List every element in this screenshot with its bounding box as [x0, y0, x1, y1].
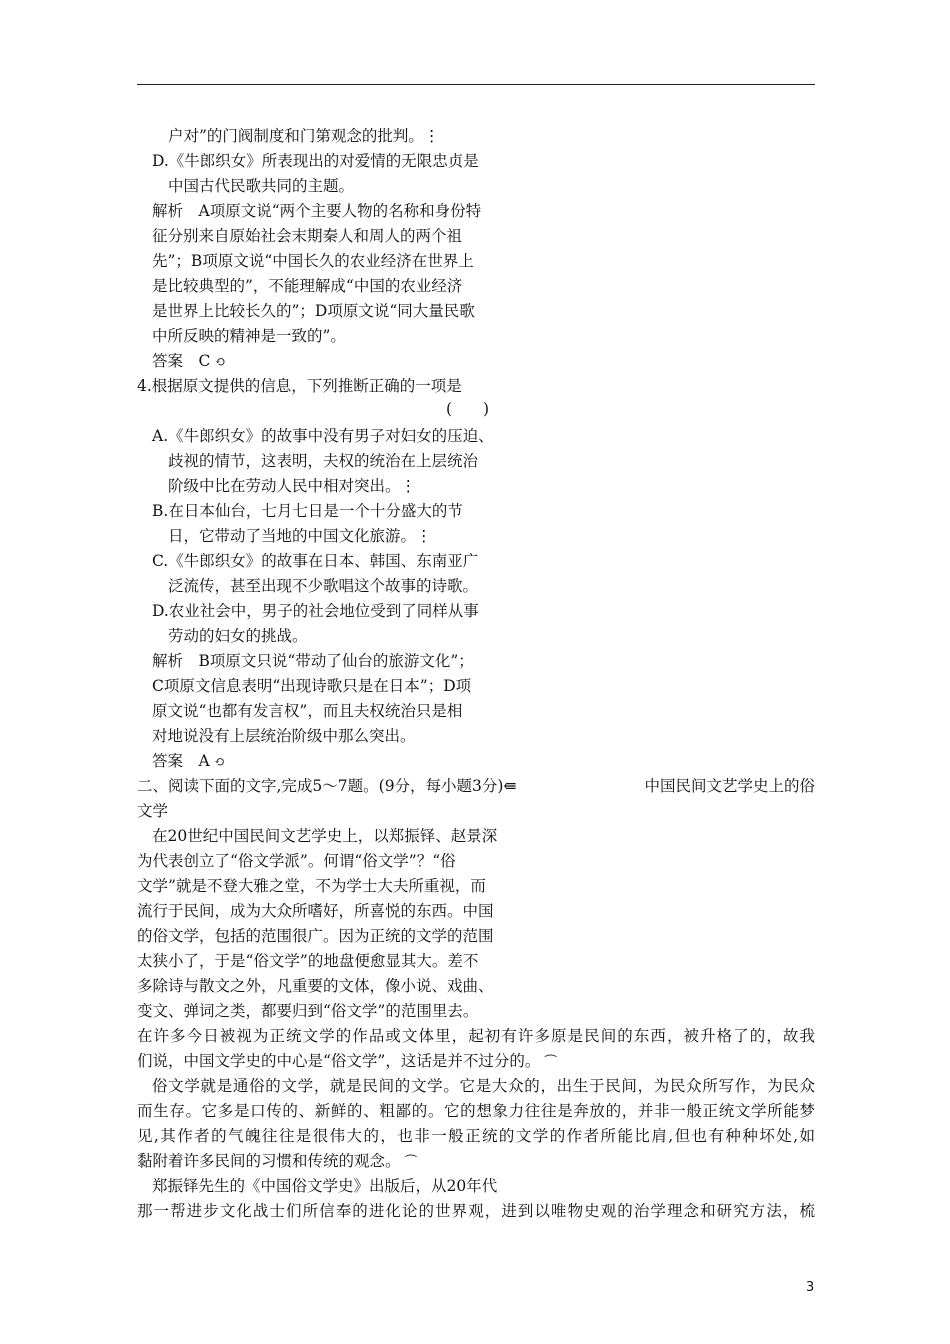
- header-rule: [137, 84, 815, 85]
- q4-analysis-line1: 解析 B项原文只说“带动了仙台的旅游文化”；: [152, 652, 474, 670]
- q4-option-c-line2: 泛流传，甚至出现不少歌唱这个故事的诗歌。: [168, 577, 479, 595]
- q4-option-c-line1: C.《牛郎织女》的故事在日本、韩国、东南亚广: [152, 552, 479, 570]
- q3-option-d-line1: D.《牛郎织女》所表现出的对爱情的无限忠贞是: [152, 152, 479, 170]
- q4-stem: 4.根据原文提供的信息，下列推断正确的一项是: [137, 377, 462, 395]
- passage-p1-line4: 流行于民间，成为大众所嗜好，所喜悦的东西。中国: [137, 902, 494, 920]
- q3-analysis-line5: 是世界上比较长久的”；D项原文说“同大量民歌: [152, 302, 475, 320]
- passage-p2-line4-text: 黏附着许多民间的习惯和传统的观念。: [137, 1152, 401, 1170]
- passage-p1-line2: 为代表创立了“俗文学派”。何谓“俗文学”？“俗: [137, 852, 456, 870]
- q3-analysis-line4: 是比较典型的”，不能理解成“中国的农业经济: [152, 277, 463, 295]
- passage-p1-line9: 在许多今日被视为正统文学的作品或文体里，起初有许多原是民间的东西，被升格了的，故我: [137, 1027, 815, 1045]
- passage-p1-line5: 的俗文学，包括的范围很广。因为正统的文学的范围: [137, 927, 494, 945]
- q3-option-d-line2: 中国古代民歌共同的主题。: [168, 177, 355, 195]
- q3-analysis-line3: 先”；B项原文说“中国长久的农业经济在世界上: [152, 252, 474, 270]
- q4-option-a-line2: 歧视的情节，这表明，夫权的统治在上层统治: [168, 452, 479, 470]
- q4-option-b-line2: 日，它带动了当地的中国文化旅游。⋮: [168, 527, 432, 545]
- q4-option-a-line1: A.《牛郎织女》的故事中没有男子对妇女的压迫、: [152, 427, 494, 445]
- page-number: 3: [806, 1280, 815, 1295]
- q4-option-d-line2: 劳动的妇女的挑战。: [168, 627, 308, 645]
- passage-p1-line3: 文学”就是不登大雅之堂，不为学士大夫所重视，而: [137, 877, 486, 895]
- q4-analysis-line4: 对地说没有上层统治阶级中那么突出。: [152, 727, 416, 745]
- paragraph-mark-icon: ⏜: [404, 1155, 418, 1170]
- q3-answer-text: 答案 C: [152, 352, 211, 370]
- passage-p2-line2: 而生存。它多是口传的、新鲜的、粗鄙的。它的想象力往往是奔放的，并非一般正统文学所能梦: [137, 1102, 815, 1120]
- q4-answer-blank: ( ): [446, 400, 490, 418]
- q4-answer: [152, 750, 225, 774]
- passage-p3-line2: 那一帮进步文化战士们所信奉的进化论的世界观，进到以唯物史观的治学理念和研究方法，梳: [137, 1202, 815, 1220]
- q3-analysis-line1: 解析 A项原文说“两个主要人物的名称和身份特: [152, 202, 482, 220]
- q3-analysis-line6: 中所反映的精神是一致的”。: [152, 327, 346, 345]
- q4-option-d-line1: D.农业社会中，男子的社会地位受到了同样从事: [152, 602, 479, 620]
- passage-p1-line10-text: 们说，中国文学史的中心是“俗文学”，这话是并不过分的。: [137, 1052, 541, 1070]
- q4-option-b-line1: B.在日本仙台，七月七日是一个十分盛大的节: [152, 502, 463, 520]
- q3-answer: [152, 350, 225, 374]
- passage-p1-line7: 多除诗与散文之外，凡重要的文体，像小说、戏曲、: [137, 977, 494, 995]
- passage-title: 中国民间文艺学史上的俗: [644, 777, 815, 795]
- passage-p2-line4: [137, 1150, 417, 1174]
- edit-mark-icon: ⟲: [213, 755, 225, 770]
- passage-p3-line1: 郑振铎先生的《中国俗文学史》出版后，从20年代: [152, 1177, 498, 1195]
- q4-analysis-line2: C项原文信息表明“出现诗歌只是在日本”；D项: [152, 677, 472, 695]
- passage-p2-line1: 俗文学就是通俗的文学，就是民间的文学。它是大众的，出生于民间，为民众所写作，为民众: [152, 1077, 815, 1095]
- passage-title-cont: 文学: [137, 802, 169, 820]
- passage-p1-line1: 在20世纪中国民间文艺学史上，以郑振铎、赵景深: [152, 827, 498, 845]
- paragraph-mark-icon: ⏜: [544, 1055, 557, 1070]
- passage-p1-line6: 太狭小了，于是“俗文学”的地盘便愈显其大。差不: [137, 952, 479, 970]
- edit-mark-icon: ⟲: [214, 355, 226, 370]
- passage-p1-line8: 变文、弹词之类，都要归到“俗文学”的范围里去。: [137, 1002, 479, 1020]
- q4-analysis-line3: 原文说“也都有发言权”，而且夫权统治只是相: [152, 702, 463, 720]
- q3-option-c-cont: 户对”的门阀制度和门第观念的批判。⋮: [168, 127, 440, 145]
- q4-answer-text: 答案 A: [152, 752, 210, 770]
- q4-option-a-line3: 阶级中比在劳动人民中相对突出。⋮: [168, 477, 417, 495]
- passage-p1-line10: [137, 1050, 557, 1074]
- section-heading: 二、阅读下面的文字,完成5～7题。(9分，每小题3分)⇚: [137, 777, 517, 795]
- passage-p2-line3: 见,其作者的气魄往往是很伟大的，也非一般正统的文学的作者所能比肩,但也有种种坏处,如: [137, 1127, 815, 1145]
- q3-analysis-line2: 征分别来自原始社会末期秦人和周人的两个祖: [152, 227, 463, 245]
